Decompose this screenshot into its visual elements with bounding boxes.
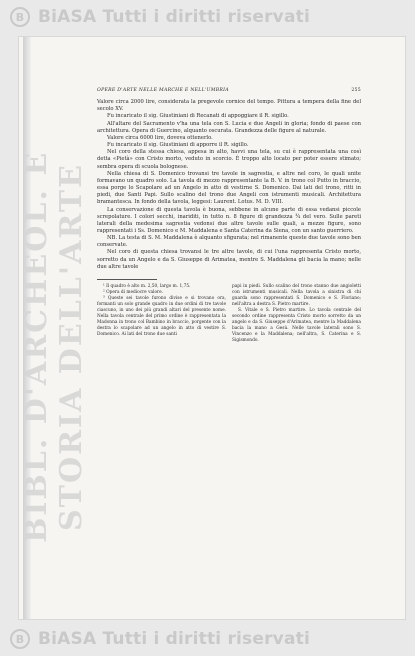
library-stamp: BIBL. D'ARCHEOL. E STORIA DELL'ARTE xyxy=(19,150,89,544)
paragraph: Valore circa 2000 lire, considerata la pregevole cornice del tempo. Pittura a tempera della fine del secolo XV. xyxy=(97,99,361,113)
page-body xyxy=(97,87,361,344)
biasa-logo-icon: B xyxy=(10,629,30,649)
footnote: ² Opera di mediocre valore. xyxy=(103,289,163,295)
watermark-bottom xyxy=(0,622,415,656)
paragraph: Fu incaricato il sig. Giustiniani di Recanati di appoggiare il R. sigillo. xyxy=(107,113,289,120)
footnote: ¹ Il quadro è alto m. 2,50, largo m. 1,75. xyxy=(103,283,191,289)
paragraph: La conservazione di questa tavola è buona, sebbene in alcune parte di essa vedansi piccole screpolature. I colori secchi, inariditi, in tutto n. 8 figure di grandezza ¾ del vero. Sulle pareti laterali della medesima sagrestia vedonsi due altre tavole sulle quali, a mezze figure, sono rappresentati i Ss. Domenico e M. Maddalena e Santa Caterina da Siena, con un santo guerriero. xyxy=(97,206,361,234)
paragraph: Nella chiesa di S. Domenico trovansi tre tavole in sagrestia, e altre nel coro, le quali unite formavano un quadro solo. La tavola di mezzo rappresentante la B. V. in trono col Putto in braccio, essa porge lo Scapolare ad un Angelo in atto di vestirne S. Domenico. Dai lati del trono, ritti in piedi, due Santi Papi. Sullo scalino del trono due Angeli con istrumenti musicali. Architettura bramantesca. In fondo della tavola, leggesi: Laurent. Lotus. M. D. VIII. xyxy=(97,170,361,206)
page-number: 255 xyxy=(351,88,361,93)
paragraph: Nel coro di questa chiesa trovansi le tre altre tavole, di cui l'una rappresenta Cristo morto, sorretto da un Angelo e da S. Giuseppe di Arimatea, mentre S. Maddalena gli bacia la mano; nelle due altre tavole xyxy=(97,249,361,270)
footnotes-left-column xyxy=(97,284,226,344)
biasa-logo-icon: B xyxy=(10,7,30,27)
paragraph: Nel coro della stessa chiesa, appesa in alto, havvi una tela, su cui è rappresentata una così detta «Pietà» con Cristo morto, veduto in scorcio. È troppo alto locato per poter essere stimato; sembra opera di scuola bolognese. xyxy=(97,149,361,170)
header-title: OPERE D'ARTE NELLE MARCHE E NELL'UMBRIA xyxy=(97,88,229,93)
footnote-divider xyxy=(97,279,157,280)
paragraph: Valore circa 6000 lire, doveva ottenerlo. xyxy=(107,134,213,141)
watermark-top xyxy=(0,0,415,34)
paragraph: All'altare del Sacramento v'ha una tela con S. Lucia e due Angeli in gloria; fondo di paese con architettura. Opera di Guercino, alquanto oscurata. Grandezza delle figure al naturale. xyxy=(97,120,361,134)
paragraph: Fu incaricato il sig. Giustiniani di apporre il R. sigillo. xyxy=(107,142,249,149)
paragraph: NB. La testa di S. M. Maddalena è alquanto sfigurata; nel rimanente queste due tavole sono ben conservate. xyxy=(97,235,361,249)
footnotes-right-column xyxy=(232,284,361,344)
footnotes xyxy=(97,284,361,344)
scanned-page xyxy=(18,36,406,620)
footnote: S. Vitale e S. Pietro martire. Lo tavola centrale del secondo ordine rappresenta Cristo morto sorretto da un angelo e da S. Giuseppe d'Arimatea, mentre la Maddalena bacia la mano a Gesù. Nelle tavole laterali sono S. Vincenzo e la Maddalena; nell'altra, S. Caterina e S. Sigismondo. xyxy=(232,307,361,343)
footnote: ³ Queste sei tavole furono divise e si trovano ora, formanti un solo grande quadro in due ordini di tre tavole ciascuno, in uno dei più grandi altari del presente nome. Nella tavola centrale del primo ordine è rappresentata la Madonna in trono col Bambino in braccio, porgente con la destra lo scapolare ad un angelo in atto di vestire S. Domenico. Ai lati del trono due santi xyxy=(97,295,226,337)
running-header xyxy=(97,87,361,94)
watermark-text: BiASA Tutti i diritti riservati xyxy=(38,629,310,649)
footnote: papi in piedi. Sullo scalino del trono stanno due angioletti con istrumenti musicali. Nella tavola a sinistra di chi guarda sono rappresentati S. Domenico e S. Floriano; nell'altra a destra S. Pietro martire. xyxy=(232,283,361,307)
watermark-text: BiASA Tutti i diritti riservati xyxy=(38,7,310,27)
